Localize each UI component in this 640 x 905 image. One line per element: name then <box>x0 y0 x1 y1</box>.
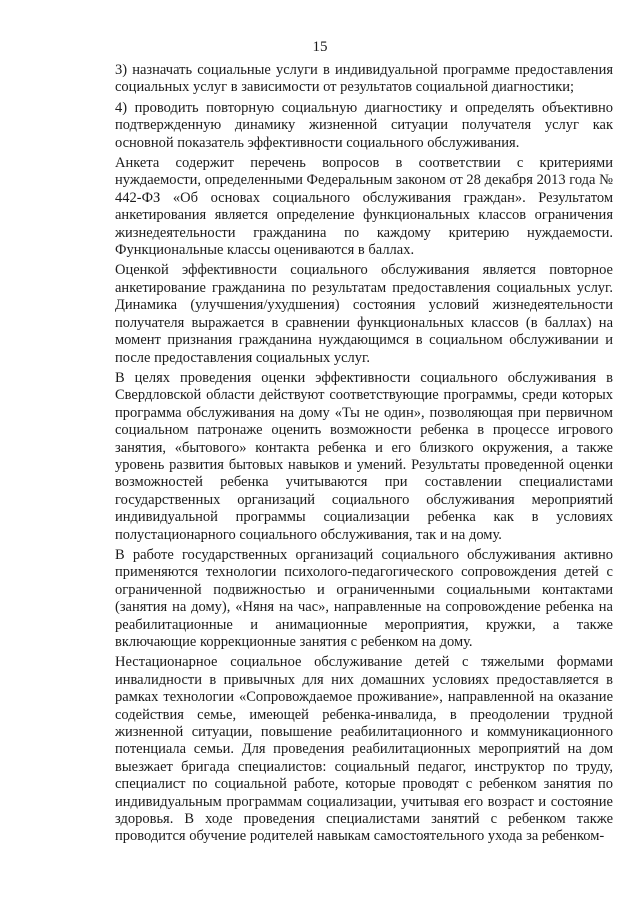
page-number: 15 <box>312 39 328 55</box>
paragraph-programs: В целях проведения оценки эффективности социального обслуживания в Свердловской области действуют соответствующие программы, среди которых программа обслуживания на дому «Ты не один», позволяющая при первичном социальном патронаже оценить возможности ребенка в процессе игрового занятия, «бытового» контакта ребенка и его близкого окружения, а также уровень развития бытовых навыков и умений. Результаты проведенной оценки возможностей ребенка учитываются при составлении специалистами государственных организаций социального обслуживания мероприятий индивидуальной программы социализации ребенка как в условиях полустационарного социального обслуживания, так и на дому. <box>115 369 613 543</box>
paragraph-survey: Анкета содержит перечень вопросов в соответствии с критериями нуждаемости, определенными Федеральным законом от 28 декабря 2013 года № 442-ФЗ «Об основах социального обслуживания граждан». Результатом анкетирования является определение функциональных классов ограничения жизнедеятельности гражданина по каждому критерию нуждаемости. Функциональные классы оцениваются в баллах. <box>115 155 613 259</box>
paragraph-nonstationary: Нестационарное социальное обслуживание детей с тяжелыми формами инвалидности в привычных для них домашних условиях предоставляется в рамках технологии «Сопровождаемое проживание», направленной на оказание содействия семье, имеющей ребенка-инвалида, в преодолении трудной жизненной ситуации, повышение реабилитационного и коммуникационного потенциала семьи. Для проведения реабилитационных мероприятий на дом выезжает бригада специалистов: социальный педагог, инструктор по труду, специалист по социальной работе, которые проводят с ребенком занятия по индивидуальным программам социализации, учитывая его возраст и состояние здоровья. В ходе проведения специалистами занятий с ребенком также проводится обучение родителей навыкам самостоятельного ухода за ребенком- <box>115 654 613 845</box>
paragraph-item-4: 4) проводить повторную социальную диагностику и определять объективно подтвержденную динамику жизненной ситуации получателя услуг как основной показатель эффективности социального обслуживания. <box>115 99 613 151</box>
paragraph-item-3: 3) назначать социальные услуги в индивидуальной программе предоставления социальных услуг в зависимости от результатов социальной диагностики; <box>115 62 613 96</box>
paragraph-evaluation: Оценкой эффективности социального обслуживания является повторное анкетирование гражданина по результатам предоставления социальных услуг. Динамика (улучшения/ухудшения) состояния условий жизнедеятельности получателя выражается в сравнении функциональных классов (в баллах) на момент признания гражданина нуждающимся в социальном обслуживании и после предоставления социальных услуг. <box>115 262 613 366</box>
document-body <box>115 62 613 849</box>
paragraph-technologies: В работе государственных организаций социального обслуживания активно применяются технологии психолого-педагогического сопровождения детей с ограниченной подвижностью и ограниченными социальными контактами (занятия на дому), «Няня на час», направленные на сопровождение ребенка на реабилитационные и анимационные мероприятия, кружки, а также включающие коррекционные занятия с ребенком на дому. <box>115 546 613 650</box>
